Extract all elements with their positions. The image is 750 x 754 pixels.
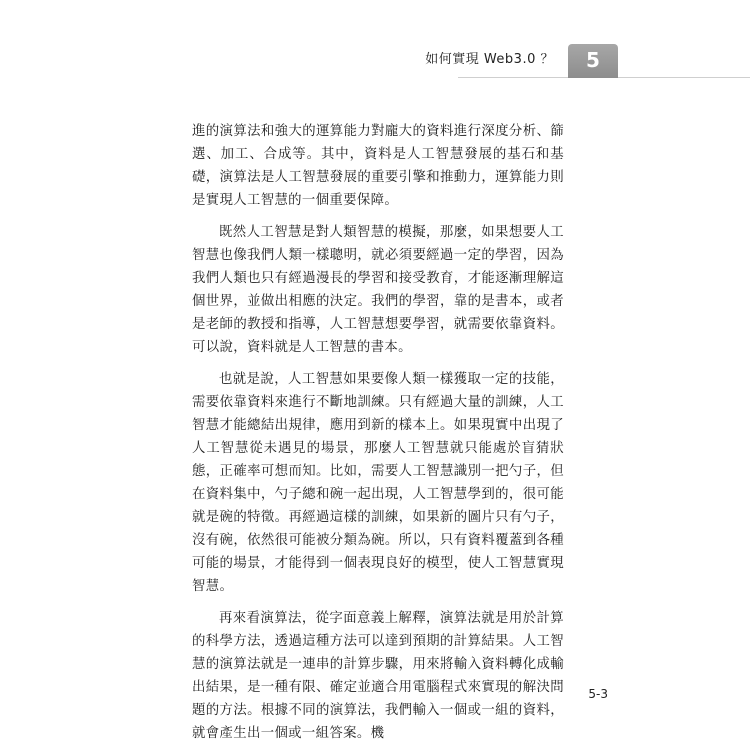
paragraph-3: 也就是說，人工智慧如果要像人類一樣獲取一定的技能，需要依靠資料來進行不斷地訓練。只有經過大量的訓練，人工智慧才能總結出規律，應用到新的樣本上。如果現實中出現了人工智慧從未遇見的場景，那麼人工智慧就只能處於盲猜狀態，正確率可想而知。比如，需要人工智慧識別一把勺子，但在資料集中，勺子總和碗一起出現，人工智慧學到的，很可能就是碗的特徵。再經過這樣的訓練，如果新的圖片只有勺子，沒有碗，依然很可能被分類為碗。所以，只有資料覆蓋到各種可能的場景，才能得到一個表現良好的模型，使人工智慧實現智慧。 xyxy=(192,372,564,594)
paragraph-4: 再來看演算法，從字面意義上解釋，演算法就是用於計算的科學方法，透過這種方法可以達到預期的計算結果。人工智慧的演算法就是一連串的計算步驟，用來將輸入資料轉化成輸出結果，是一種有限、確定並適合用電腦程式來實現的解決問題的方法。根據不同的演算法，我們輸入一個或一組的資料，就會產生出一個或一組答案。機 xyxy=(192,611,564,741)
paragraph-1: 進的演算法和強大的運算能力對龐大的資料進行深度分析、篩選、加工、合成等。其中，資料是人工智慧發展的基石和基礎，演算法是人工智慧發展的重要引擎和推動力，運算能力則是實現人工智慧的一個重要保障。 xyxy=(192,124,564,208)
body-text xyxy=(192,120,564,754)
page-number: 5-3 xyxy=(588,687,608,701)
chapter-tab xyxy=(568,44,618,78)
running-header xyxy=(425,44,750,78)
chapter-number: 5 xyxy=(586,48,600,72)
paragraph-2: 既然人工智慧是對人類智慧的模擬，那麼，如果想要人工智慧也像我們人類一樣聰明，就必須要經過一定的學習，因為我們人類也只有經過漫長的學習和接受教育，才能逐漸理解這個世界，並做出相應的決定。我們的學習，靠的是書本，或者是老師的教授和指導，人工智慧想要學習，就需要依靠資料。可以說，資料就是人工智慧的書本。 xyxy=(192,225,564,355)
header-title: 如何實現 Web3.0 ？ xyxy=(425,52,554,67)
